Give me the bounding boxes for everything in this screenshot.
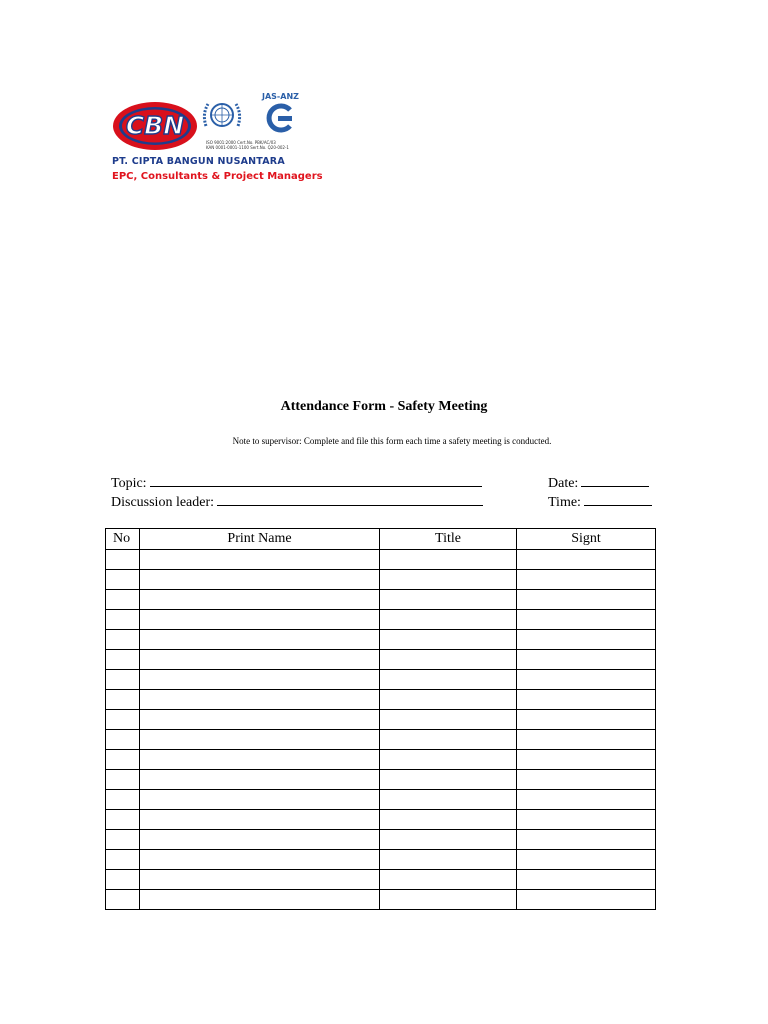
table-row [106,710,656,730]
attendance-table [105,528,656,910]
table-row [106,690,656,710]
table-row [106,550,656,570]
table-row [106,890,656,910]
print-name-cell[interactable] [140,710,380,730]
row-number-cell[interactable] [106,730,140,750]
form-title: Attendance Form - Safety Meeting [280,399,488,414]
column-header-no: No [106,529,140,550]
title-cell[interactable] [380,630,517,650]
table-row [106,850,656,870]
row-number-cell[interactable] [106,590,140,610]
title-cell[interactable] [380,550,517,570]
signature-cell[interactable] [517,870,656,890]
title-cell[interactable] [380,870,517,890]
title-cell[interactable] [380,610,517,630]
title-cell[interactable] [380,850,517,870]
print-name-cell[interactable] [140,590,380,610]
print-name-cell[interactable] [140,610,380,630]
time-input[interactable] [584,491,652,506]
time-field [548,491,652,511]
table-row [106,770,656,790]
row-number-cell[interactable] [106,570,140,590]
row-number-cell[interactable] [106,890,140,910]
print-name-cell[interactable] [140,810,380,830]
signature-cell[interactable] [517,810,656,830]
discussion-leader-field [111,491,483,511]
print-name-cell[interactable] [140,870,380,890]
row-number-cell[interactable] [106,810,140,830]
column-header-print-name: Print Name [140,529,380,550]
attendance-table-body [106,550,656,910]
company-name: PT. CIPTA BANGUN NUSANTARA [112,156,285,167]
row-number-cell[interactable] [106,830,140,850]
title-cell[interactable] [380,810,517,830]
discussion-leader-input[interactable] [217,491,483,506]
time-label: Time: [548,495,581,510]
topic-field [111,472,482,492]
table-row [106,830,656,850]
row-number-cell[interactable] [106,870,140,890]
print-name-cell[interactable] [140,730,380,750]
print-name-cell[interactable] [140,670,380,690]
signature-cell[interactable] [517,630,656,650]
title-cell[interactable] [380,570,517,590]
title-cell[interactable] [380,590,517,610]
signature-cell[interactable] [517,730,656,750]
date-input[interactable] [581,472,649,487]
signature-cell[interactable] [517,550,656,570]
date-field [548,472,649,492]
title-cell[interactable] [380,650,517,670]
table-header-row [106,529,656,550]
topic-label: Topic: [111,476,147,491]
signature-cell[interactable] [517,650,656,670]
supervisor-note: Note to supervisor: Complete and file this form each time a safety meeting is conducted. [232,436,552,446]
print-name-cell[interactable] [140,850,380,870]
certification-emblem-icon [200,96,244,136]
row-number-cell[interactable] [106,550,140,570]
signature-cell[interactable] [517,890,656,910]
title-cell[interactable] [380,790,517,810]
print-name-cell[interactable] [140,830,380,850]
topic-input[interactable] [150,472,482,487]
row-number-cell[interactable] [106,630,140,650]
table-row [106,590,656,610]
signature-cell[interactable] [517,770,656,790]
title-cell[interactable] [380,730,517,750]
print-name-cell[interactable] [140,550,380,570]
print-name-cell[interactable] [140,650,380,670]
cbn-logo [112,100,198,152]
row-number-cell[interactable] [106,690,140,710]
row-number-cell[interactable] [106,710,140,730]
row-number-cell[interactable] [106,750,140,770]
print-name-cell[interactable] [140,770,380,790]
jas-anz-accreditation-icon [260,102,300,134]
column-header-title: Title [380,529,517,550]
title-cell[interactable] [380,710,517,730]
signature-cell[interactable] [517,610,656,630]
signature-cell[interactable] [517,790,656,810]
discussion-leader-label: Discussion leader: [111,495,215,510]
table-row [106,790,656,810]
print-name-cell[interactable] [140,890,380,910]
table-row [106,730,656,750]
print-name-cell[interactable] [140,690,380,710]
signature-cell[interactable] [517,590,656,610]
title-cell[interactable] [380,890,517,910]
letterhead [112,92,323,192]
signature-cell[interactable] [517,830,656,850]
signature-cell[interactable] [517,710,656,730]
row-number-cell[interactable] [106,790,140,810]
print-name-cell[interactable] [140,790,380,810]
signature-cell[interactable] [517,750,656,770]
table-row [106,870,656,890]
signature-cell[interactable] [517,670,656,690]
certification-text: ISO 9001:2000 Cert.No. PBK/AC/03 KAN 0001-0001-1100 Sert.No. Q20-002-1 [206,140,289,150]
table-row [106,610,656,630]
row-number-cell[interactable] [106,610,140,630]
column-header-signt: Signt [517,529,656,550]
row-number-cell[interactable] [106,850,140,870]
print-name-cell[interactable] [140,570,380,590]
table-row [106,650,656,670]
title-cell[interactable] [380,770,517,790]
table-row [106,750,656,770]
date-label: Date: [548,476,579,491]
signature-cell[interactable] [517,570,656,590]
company-tagline: EPC, Consultants & Project Managers [112,171,323,182]
table-row [106,810,656,830]
cbn-logo-text: CBN [125,111,185,140]
title-cell[interactable] [380,750,517,770]
title-cell[interactable] [380,690,517,710]
table-row [106,570,656,590]
row-number-cell[interactable] [106,770,140,790]
print-name-cell[interactable] [140,750,380,770]
print-name-cell[interactable] [140,630,380,650]
signature-cell[interactable] [517,690,656,710]
title-cell[interactable] [380,670,517,690]
table-row [106,630,656,650]
row-number-cell[interactable] [106,670,140,690]
signature-cell[interactable] [517,850,656,870]
table-row [106,670,656,690]
jas-anz-label: JAS-ANZ [262,92,299,101]
row-number-cell[interactable] [106,650,140,670]
title-cell[interactable] [380,830,517,850]
